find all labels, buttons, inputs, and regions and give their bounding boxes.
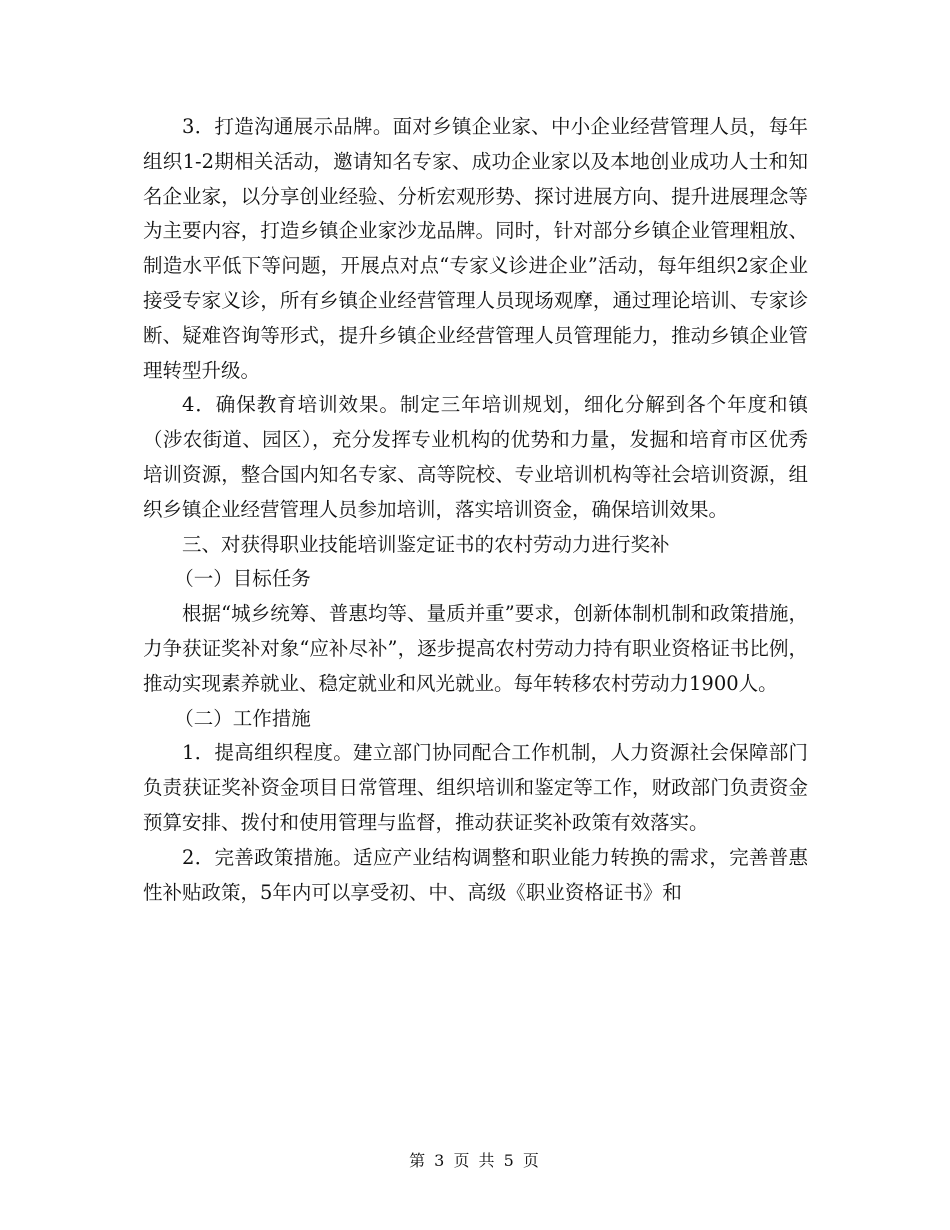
paragraph-item-4: 4．确保教育培训效果。制定三年培训规划，细化分解到各个年度和镇（涉农街道、园区），充分发挥专业机构的优势和力量，发掘和培育市区优秀培训资源，整合国内知名专家、高等院校、专业培训机构等社会培训资源，组织乡镇企业经营管理人员参加培训，落实培训资金，确保培训效果。	[143, 393, 808, 521]
page-number-footer: 第 3 页 共 5 页	[409, 1151, 541, 1170]
paragraph-measure-1: 1．提高组织程度。建立部门协同配合工作机制，人力资源社会保障部门负责获证奖补资金项目日常管理、组织培训和鉴定等工作，财政部门负责资金预算安排、拨付和使用管理与监督，推动获证奖补政策有效落实。	[143, 741, 808, 834]
page-body	[143, 110, 808, 910]
paragraph-item-3: 3．打造沟通展示品牌。面对乡镇企业家、中小企业经营管理人员，每年组织1-2期相关活动，邀请知名专家、成功企业家以及本地创业成功人士和知名企业家，以分享创业经验、分析宏观形势、探讨进展方向、提升进展理念等为主要内容，打造乡镇企业家沙龙品牌。同时，针对部分乡镇企业管理粗放、制造水平低下等问题，开展点对点“专家义诊进企业”活动，每年组织2家企业接受专家义诊，所有乡镇企业经营管理人员现场观摩，通过理论培训、专家诊断、疑难咨询等形式，提升乡镇企业经营管理人员管理能力，推动乡镇企业管理转型升级。	[143, 115, 808, 382]
subheading-goals: （一）目标任务	[174, 567, 311, 591]
paragraph-measure-2: 2．完善政策措施。适应产业结构调整和职业能力转换的需求，完善普惠性补贴政策，5年内可以享受初、中、高级《职业资格证书》和	[143, 845, 808, 904]
section-heading-3: 三、对获得职业技能培训鉴定证书的农村劳动力进行奖补	[182, 532, 670, 556]
subheading-measures: （二）工作措施	[174, 706, 311, 730]
paragraph-goals: 根据“城乡统筹、普惠均等、量质并重”要求，创新体制机制和政策措施，力争获证奖补对象“应补尽补”，逐步提高农村劳动力持有职业资格证书比例，推动实现素养就业、稳定就业和风光就业。每年转移农村劳动力1900人。	[143, 602, 808, 695]
